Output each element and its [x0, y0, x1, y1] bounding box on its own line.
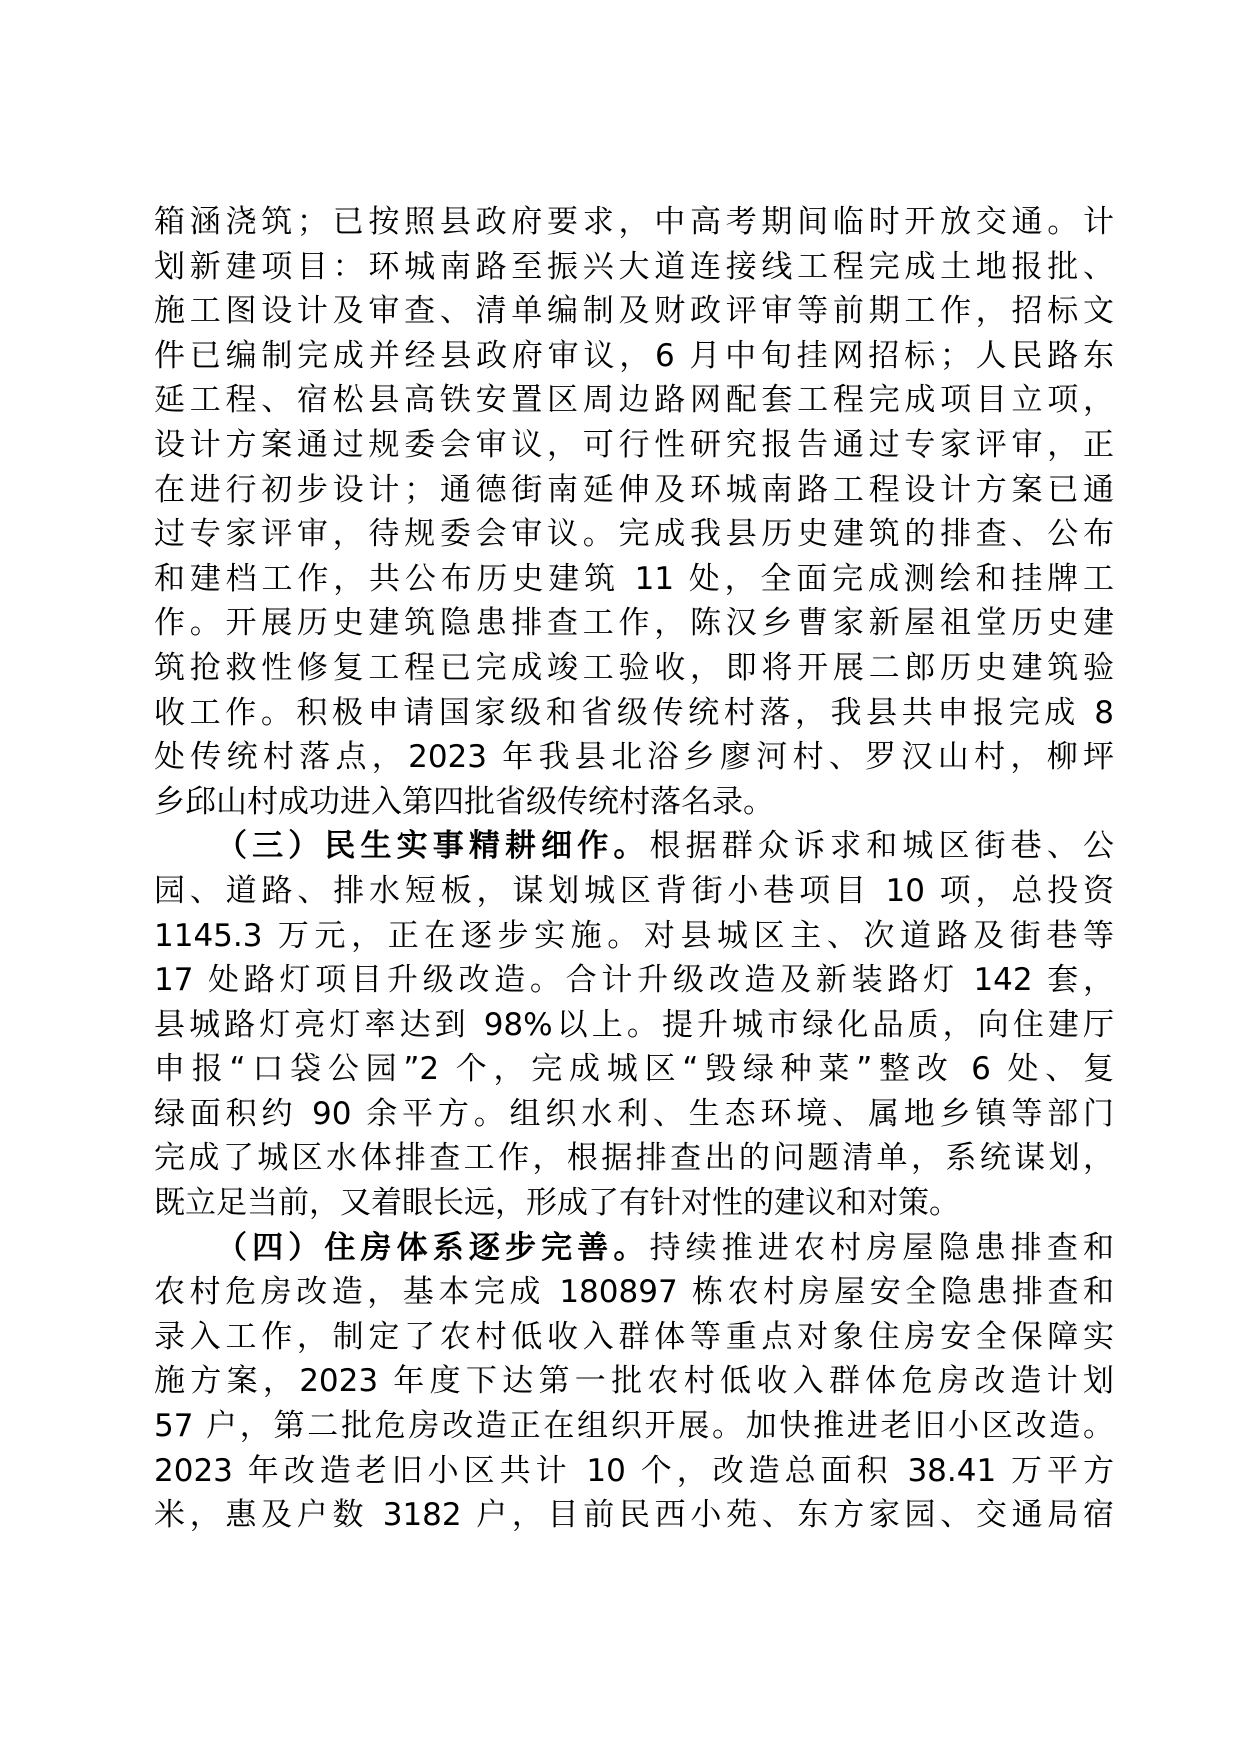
section-3-line: 1145.3 万元，正在逐步实施。对县城区主、次道路及街巷等 [154, 917, 1114, 954]
section-4-heading: （四）住房体系逐步完善。 [216, 1229, 650, 1266]
section-3-line: 17 处路灯项目升级改造。合计升级改造及新装路灯 142 套， [154, 962, 1114, 999]
paragraph-line: 乡邱山村成功进入第四批省级传统村落名录。 [154, 783, 774, 820]
paragraph-line: 处传统村落点，2023 年我县北浴乡廖河村、罗汉山村，柳坪 [154, 739, 1114, 776]
section-4-line: 录入工作，制定了农村低收入群体等重点对象住房安全保障实 [154, 1318, 1114, 1355]
section-3-line: 县城路灯亮灯率达到 98%以上。提升城市绿化品质，向住建厅 [154, 1006, 1114, 1043]
paragraph-line: 筑抢救性修复工程已完成竣工验收，即将开展二郎历史建筑验 [154, 649, 1114, 686]
section-3-line: 完成了城区水体排查工作，根据排查出的问题清单，系统谋划， [154, 1140, 1114, 1177]
section-4-first-line [154, 1226, 1114, 1271]
body-text [154, 200, 1114, 1538]
section-3-heading: （三）民生实事精耕细作。 [216, 828, 650, 865]
section-4-line: 农村危房改造，基本完成 180897 栋农村房屋安全隐患排查和 [154, 1274, 1114, 1311]
section-3-line: 申报“口袋公园”2 个，完成城区“毁绿种菜”整改 6 处、复 [154, 1051, 1114, 1088]
section-4-line: 2023 年改造老旧小区共计 10 个，改造总面积 38.41 万平方 [154, 1452, 1114, 1489]
section-3-first-line [154, 824, 1114, 869]
section-4-first-line-text: 持续推进农村房屋隐患排查和 [649, 1229, 1114, 1266]
paragraph-line: 件已编制完成并经县政府审议，6 月中旬挂网招标；人民路东 [154, 337, 1114, 374]
paragraph-line: 延工程、宿松县高铁安置区周边路网配套工程完成项目立项， [154, 382, 1114, 419]
paragraph-line: 施工图设计及审查、清单编制及财政评审等前期工作，招标文 [154, 293, 1114, 330]
paragraph-line: 设计方案通过规委会审议，可行性研究报告通过专家评审，正 [154, 426, 1114, 463]
section-4-line: 施方案，2023 年度下达第一批农村低收入群体危房改造计划 [154, 1363, 1114, 1400]
section-3-line: 既立足当前，又着眼长远，形成了有针对性的建议和对策。 [154, 1185, 960, 1222]
paragraph-line: 过专家评审，待规委会审议。完成我县历史建筑的排查、公布 [154, 516, 1114, 553]
section-3-line: 园、道路、排水短板，谋划城区背街小巷项目 10 项，总投资 [154, 872, 1114, 909]
section-3-line: 绿面积约 90 余平方。组织水利、生态环境、属地乡镇等部门 [154, 1095, 1114, 1132]
section-3-first-line-text: 根据群众诉求和城区街巷、公 [649, 828, 1114, 865]
section-4-line: 57 户，第二批危房改造正在组织开展。加快推进老旧小区改造。 [154, 1408, 1114, 1445]
section-4-line: 米，惠及户数 3182 户，目前民西小苑、东方家园、交通局宿 [154, 1497, 1114, 1534]
paragraph-line: 划新建项目：环城南路至振兴大道连接线工程完成土地报批、 [154, 248, 1114, 285]
paragraph-line: 在进行初步设计；通德街南延伸及环城南路工程设计方案已通 [154, 471, 1114, 508]
paragraph-line: 收工作。积极申请国家级和省级传统村落，我县共申报完成 8 [154, 694, 1114, 731]
paragraph-line: 和建档工作，共公布历史建筑 11 处，全面完成测绘和挂牌工 [154, 560, 1114, 597]
paragraph-line: 箱涵浇筑；已按照县政府要求，中高考期间临时开放交通。计 [154, 204, 1114, 240]
paragraph-line: 作。开展历史建筑隐患排查工作，陈汉乡曹家新屋祖堂历史建 [154, 605, 1114, 642]
